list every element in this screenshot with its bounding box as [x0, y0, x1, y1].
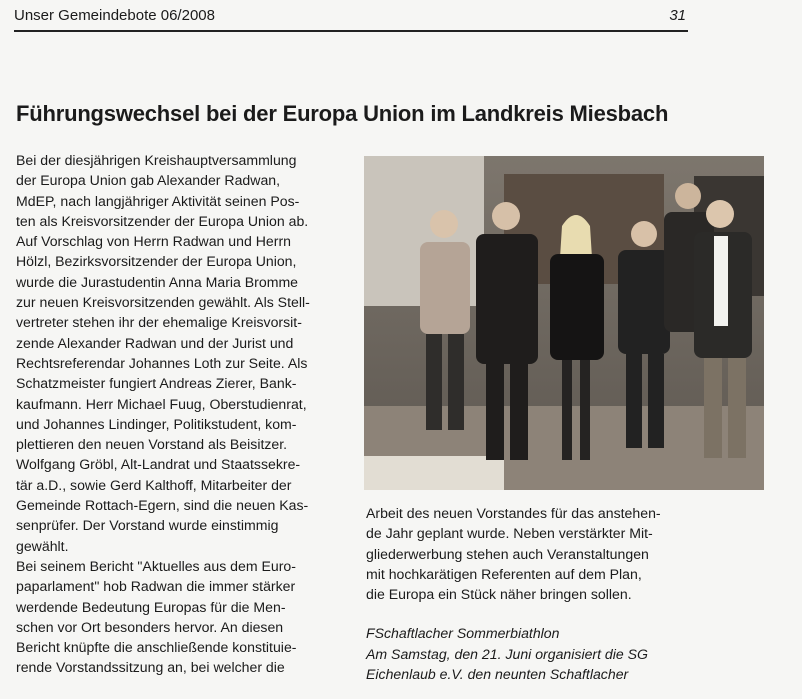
- text-line: gliederwerbung stehen auch Veranstaltungen: [366, 545, 649, 562]
- page-number: 31: [669, 7, 686, 24]
- text-line: rende Vorstandssitzung an, bei welcher die: [16, 659, 285, 676]
- text-line: Hölzl, Bezirksvorsitzender der Europa Union,: [16, 253, 297, 270]
- text-line: plettieren den neuen Vorstand als Beisitzer.: [16, 436, 288, 453]
- text-line: de Jahr geplant wurde. Neben verstärkter Mit-: [366, 525, 653, 542]
- page-header: [14, 6, 688, 32]
- next-article-line: Eichenlaub e.V. den neunten Schaftlacher: [366, 666, 629, 683]
- text-line: vertreter stehen ihr der ehemalige Kreisvorsit-: [16, 314, 302, 331]
- text-line: Auf Vorschlag von Herrn Radwan und Herrn: [16, 233, 291, 250]
- text-line: senprüfer. Der Vorstand wurde einstimmig: [16, 517, 279, 534]
- section-spacer: [366, 604, 696, 623]
- text-line: Bericht knüpfte die anschließende konstituie-: [16, 639, 297, 656]
- next-article-line: Am Samstag, den 21. Juni organisiert die SG: [366, 645, 649, 662]
- group-photo-icon: [364, 156, 764, 490]
- text-line: mit hochkarätigen Referenten auf dem Plan,: [366, 565, 642, 582]
- text-line: Schatzmeister fungiert Andreas Zierer, Bank-: [16, 375, 297, 392]
- text-line: zende Alexander Radwan und der Jurist und: [16, 334, 294, 351]
- text-line: ten als Kreisvorsitzender der Europa Union ab.: [16, 212, 309, 229]
- text-line: Arbeit des neuen Vorstandes für das anstehen-: [366, 505, 661, 521]
- text-line: gewählt.: [16, 537, 69, 554]
- text-line: Wolfgang Gröbl, Alt-Landrat und Staatssekre-: [16, 456, 301, 473]
- article-headline: Führungswechsel bei der Europa Union im Landkreis Miesbach: [16, 101, 669, 126]
- text-line: Bei seinem Bericht "Aktuelles aus dem Euro-: [16, 557, 296, 574]
- text-line: schen vor Ort besonders hervor. An diesen: [16, 618, 284, 635]
- next-article-title: FSchaftlacher Sommerbiathlon: [366, 625, 560, 642]
- article-body-right-column: [366, 503, 696, 684]
- text-line: die Europa ein Stück näher bringen sollen.: [366, 586, 632, 603]
- text-line: Gemeinde Rottach-Egern, sind die neuen Kas-: [16, 497, 309, 514]
- text-line: und Johannes Lindinger, Politikstudent, kom-: [16, 415, 297, 432]
- group-photo: [364, 156, 764, 490]
- article-body-left-column: [16, 150, 344, 678]
- text-line: MdEP, nach langjähriger Aktivität seinen Pos-: [16, 192, 300, 209]
- publication-name: Unser Gemeindebote 06/2008: [14, 7, 215, 24]
- article-paragraph: [16, 150, 344, 678]
- text-line: Rechtsreferendar Johannes Loth zur Seite. Als: [16, 354, 308, 371]
- text-line: kaufmann. Herr Michael Fuug, Oberstudienrat,: [16, 395, 307, 412]
- text-line: zur neuen Kreisvorsitzenden gewählt. Als Stell-: [16, 294, 310, 311]
- text-line: wurde die Jurastudentin Anna Maria Bromme: [16, 273, 299, 290]
- text-line: werdende Bedeutung Europas für die Men-: [16, 598, 286, 615]
- text-line: Bei der diesjährigen Kreishauptversammlung: [16, 152, 297, 168]
- text-line: der Europa Union gab Alexander Radwan,: [16, 172, 281, 189]
- text-line: tär a.D., sowie Gerd Kalthoff, Mitarbeiter der: [16, 476, 292, 493]
- text-line: paparlament" hob Radwan die immer stärker: [16, 578, 296, 595]
